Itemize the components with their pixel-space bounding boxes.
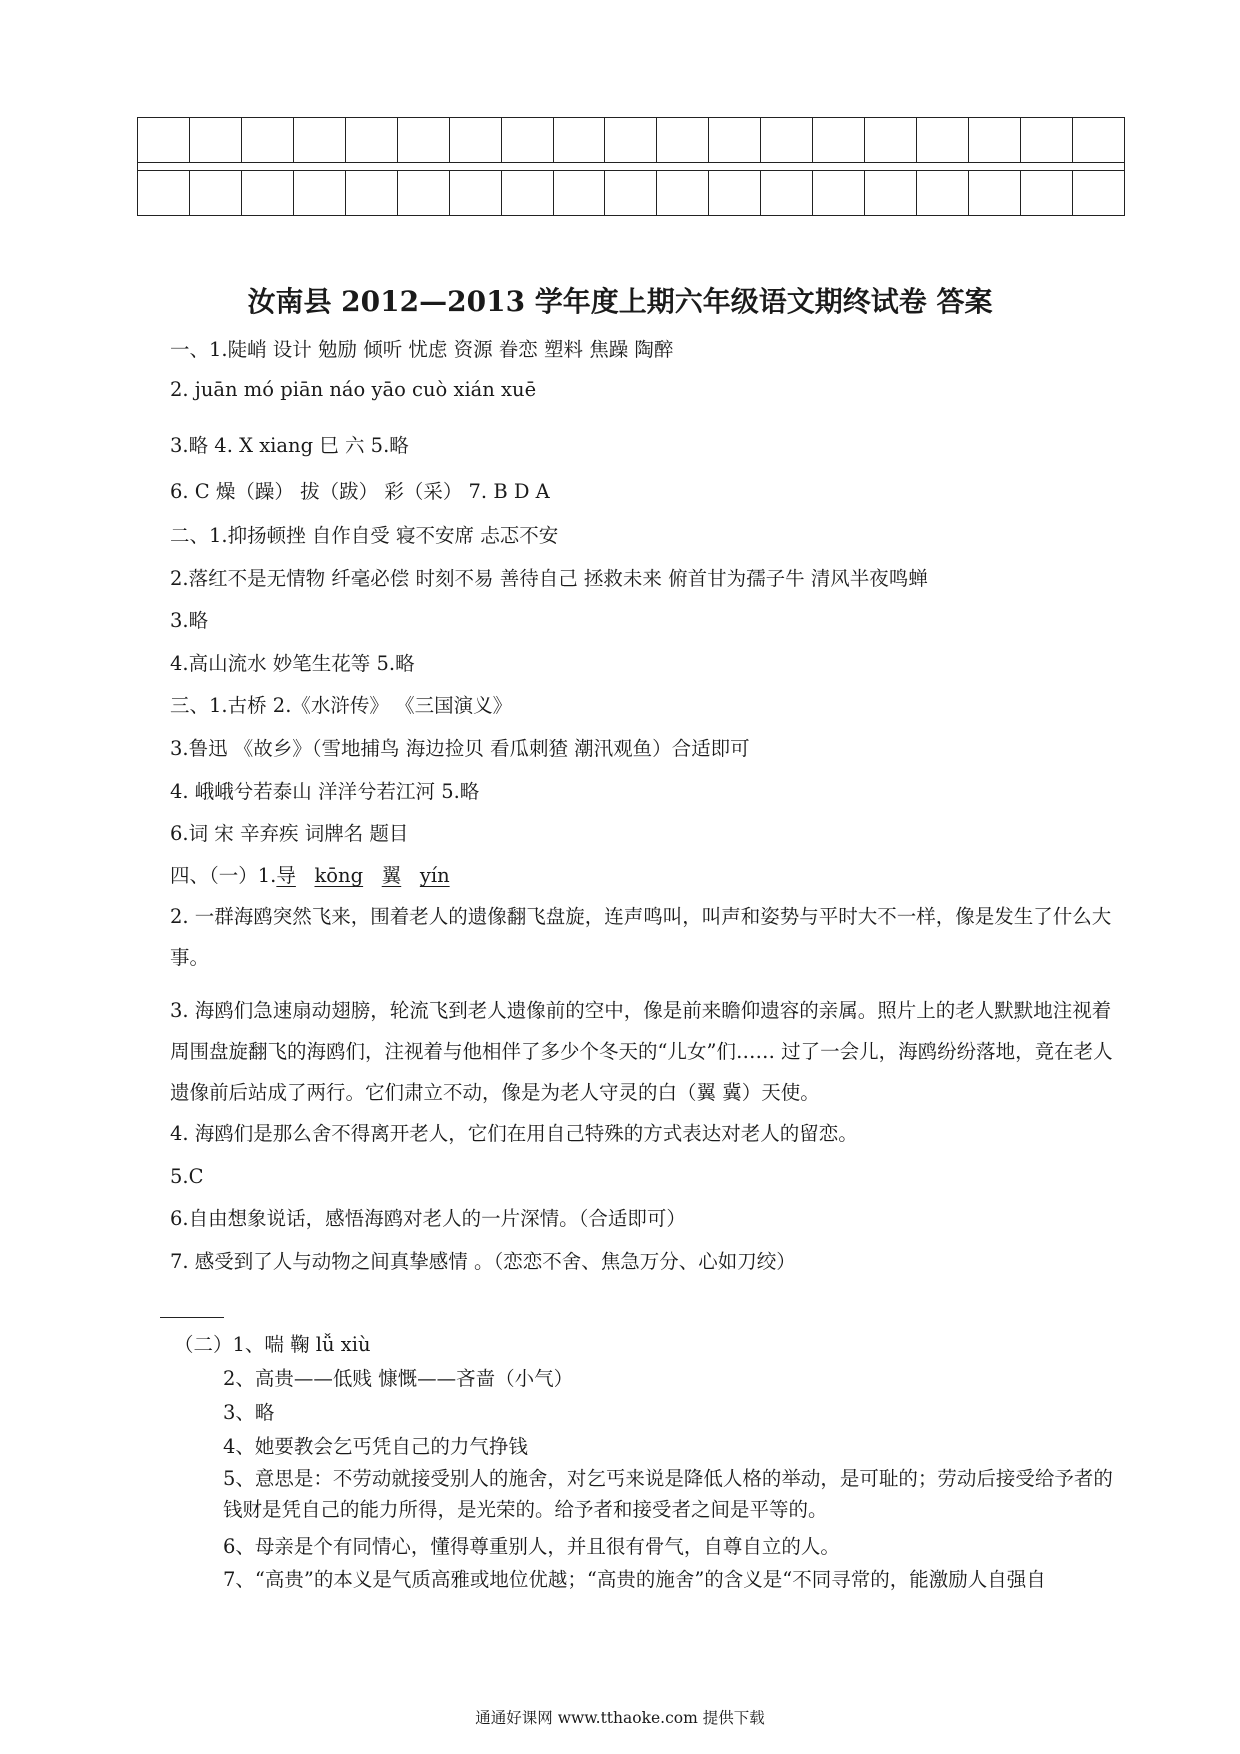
grid-cell — [293, 171, 345, 216]
grid-cell — [865, 171, 917, 216]
answer-line-17: 5.C — [170, 1165, 204, 1188]
grid-cell — [553, 118, 605, 163]
grid-cell — [761, 118, 813, 163]
sub-line-2: 2、高贵——低贱 慷慨——吝啬（小气） — [223, 1367, 574, 1390]
grid-cell — [969, 118, 1021, 163]
grid-cell — [241, 171, 293, 216]
grid-cell — [1020, 118, 1072, 163]
answer-line-5: 二、1.抑扬顿挫 自作自受 寝不安席 忐忑不安 — [170, 524, 559, 547]
grid-cell — [449, 171, 501, 216]
grid-cell — [1020, 171, 1072, 216]
grid-cell — [917, 118, 969, 163]
answer-grid-row-1 — [137, 117, 1125, 163]
underlined-answer: 翼 — [381, 864, 402, 887]
underlined-answer: kōng — [314, 864, 364, 887]
grid-cell — [1072, 118, 1124, 163]
answer-line-6: 2.落红不是无情物 纤毫必偿 时刻不易 善待自己 拯救未来 俯首甘为孺子牛 清风半夜鸣蝉 — [170, 567, 928, 590]
grid-cell — [189, 171, 241, 216]
sub-line-3: 3、略 — [223, 1401, 275, 1424]
page-footer: 通通好课网 www.tthaoke.com 提供下载 — [475, 1709, 765, 1727]
grid-cell — [969, 171, 1021, 216]
grid-cell — [917, 171, 969, 216]
answer-grid-row-2 — [137, 170, 1125, 216]
answer-line-13 — [170, 866, 450, 886]
grid-cell — [138, 118, 190, 163]
answer-line-12: 6.词 宋 辛弃疾 词牌名 题目 — [170, 822, 409, 845]
grid-cell — [657, 171, 709, 216]
underlined-answer: yín — [419, 864, 450, 887]
sub-line-4: 4、她要教会乞丐凭自己的力气挣钱 — [223, 1435, 528, 1458]
answer-line-16: 4. 海鸥们是那么舍不得离开老人，它们在用自己特殊的方式表达对老人的留恋。 — [170, 1122, 858, 1145]
grid-cell — [761, 171, 813, 216]
grid-cell — [865, 118, 917, 163]
answer-line-15: 3. 海鸥们急速扇动翅膀，轮流飞到老人遗像前的空中，像是前来瞻仰遗容的亲属。照片上的老人默默地注视着周围盘旋翻飞的海鸥们，注视着与他相伴了多少个冬天的“儿女”们…… 过了一会儿，海鸥纷纷落地，竟在老人遗像前后站成了两行。它们肃立不动，像是为老人守灵的白（翼 冀）天使。 — [170, 999, 1113, 1104]
grid-gap — [137, 163, 1125, 170]
answer-line-18: 6.自由想象说话，感悟海鸥对老人的一片深情。（合适即可） — [170, 1207, 686, 1230]
grid-cell — [657, 118, 709, 163]
sub-line-5: 5、意思是：不劳动就接受别人的施舍，对乞丐来说是降低人格的举动，是可耻的；劳动后接受给予者的钱财是凭自己的能力所得，是光荣的。给予者和接受者之间是平等的。 — [223, 1467, 1113, 1521]
grid-cell — [293, 118, 345, 163]
answer-grid — [137, 117, 1125, 216]
sub-line-1: （二）1、喘 鞠 lǚ xiù — [174, 1333, 371, 1356]
grid-cell — [605, 171, 657, 216]
grid-cell — [709, 171, 761, 216]
grid-cell — [189, 118, 241, 163]
grid-cell — [138, 171, 190, 216]
answer-line-14: 2. 一群海鸥突然飞来，围着老人的遗像翻飞盘旋，连声鸣叫，叫声和姿势与平时大不一样，像是发生了什么大事。 — [170, 905, 1112, 969]
answer-line-8: 4.高山流水 妙笔生花等 5.略 — [170, 652, 415, 675]
answer-line-7: 3.略 — [170, 609, 209, 632]
answer-line-1: 一、1.陡峭 设计 勉励 倾听 忧虑 资源 眷恋 塑料 焦躁 陶醉 — [170, 338, 674, 361]
grid-cell — [397, 118, 449, 163]
answer-line-4: 6. C 燥（躁） 拔（跋） 彩（采） 7. B D A — [170, 480, 550, 503]
grid-cell — [813, 171, 865, 216]
answer-line-3: 3.略 4. X xiang 巳 六 5.略 — [170, 434, 409, 457]
sub-line-7: 7、“高贵”的本义是气质高雅或地位优越；“高贵的施舍”的含义是“不同寻常的，能激励人自强自 — [223, 1568, 1046, 1591]
page-title: 汝南县 2012—2013 学年度上期六年级语文期终试卷 答案 — [247, 285, 993, 318]
underlined-answer: 导 — [276, 864, 296, 887]
grid-cell — [345, 118, 397, 163]
answer-line-13-prefix: 四、（一）1. — [170, 864, 277, 887]
sub-line-6: 6、母亲是个有同情心，懂得尊重别人，并且很有骨气，自尊自立的人。 — [223, 1535, 840, 1558]
answer-line-11: 4. 峨峨兮若泰山 洋洋兮若江河 5.略 — [170, 780, 480, 803]
answer-line-10: 3.鲁迅 《故乡》（雪地捕鸟 海边捡贝 看瓜刺猹 潮汛观鱼）合适即可 — [170, 737, 750, 760]
answer-line-9: 三、1.古桥 2.《水浒传》 《三国演义》 — [170, 694, 513, 717]
grid-cell — [553, 171, 605, 216]
answer-line-19: 7. 感受到了人与动物之间真挚感情 。（恋恋不舍、焦急万分、心如刀绞） — [170, 1250, 796, 1273]
grid-cell — [501, 171, 553, 216]
grid-cell — [813, 118, 865, 163]
grid-cell — [449, 118, 501, 163]
grid-cell — [241, 118, 293, 163]
grid-cell — [1072, 171, 1124, 216]
section-divider — [160, 1317, 224, 1318]
answer-line-2: 2. juān mó piān náo yāo cuò xián xuē — [170, 378, 537, 401]
grid-cell — [345, 171, 397, 216]
grid-cell — [501, 118, 553, 163]
grid-cell — [709, 118, 761, 163]
grid-cell — [605, 118, 657, 163]
grid-cell — [397, 171, 449, 216]
